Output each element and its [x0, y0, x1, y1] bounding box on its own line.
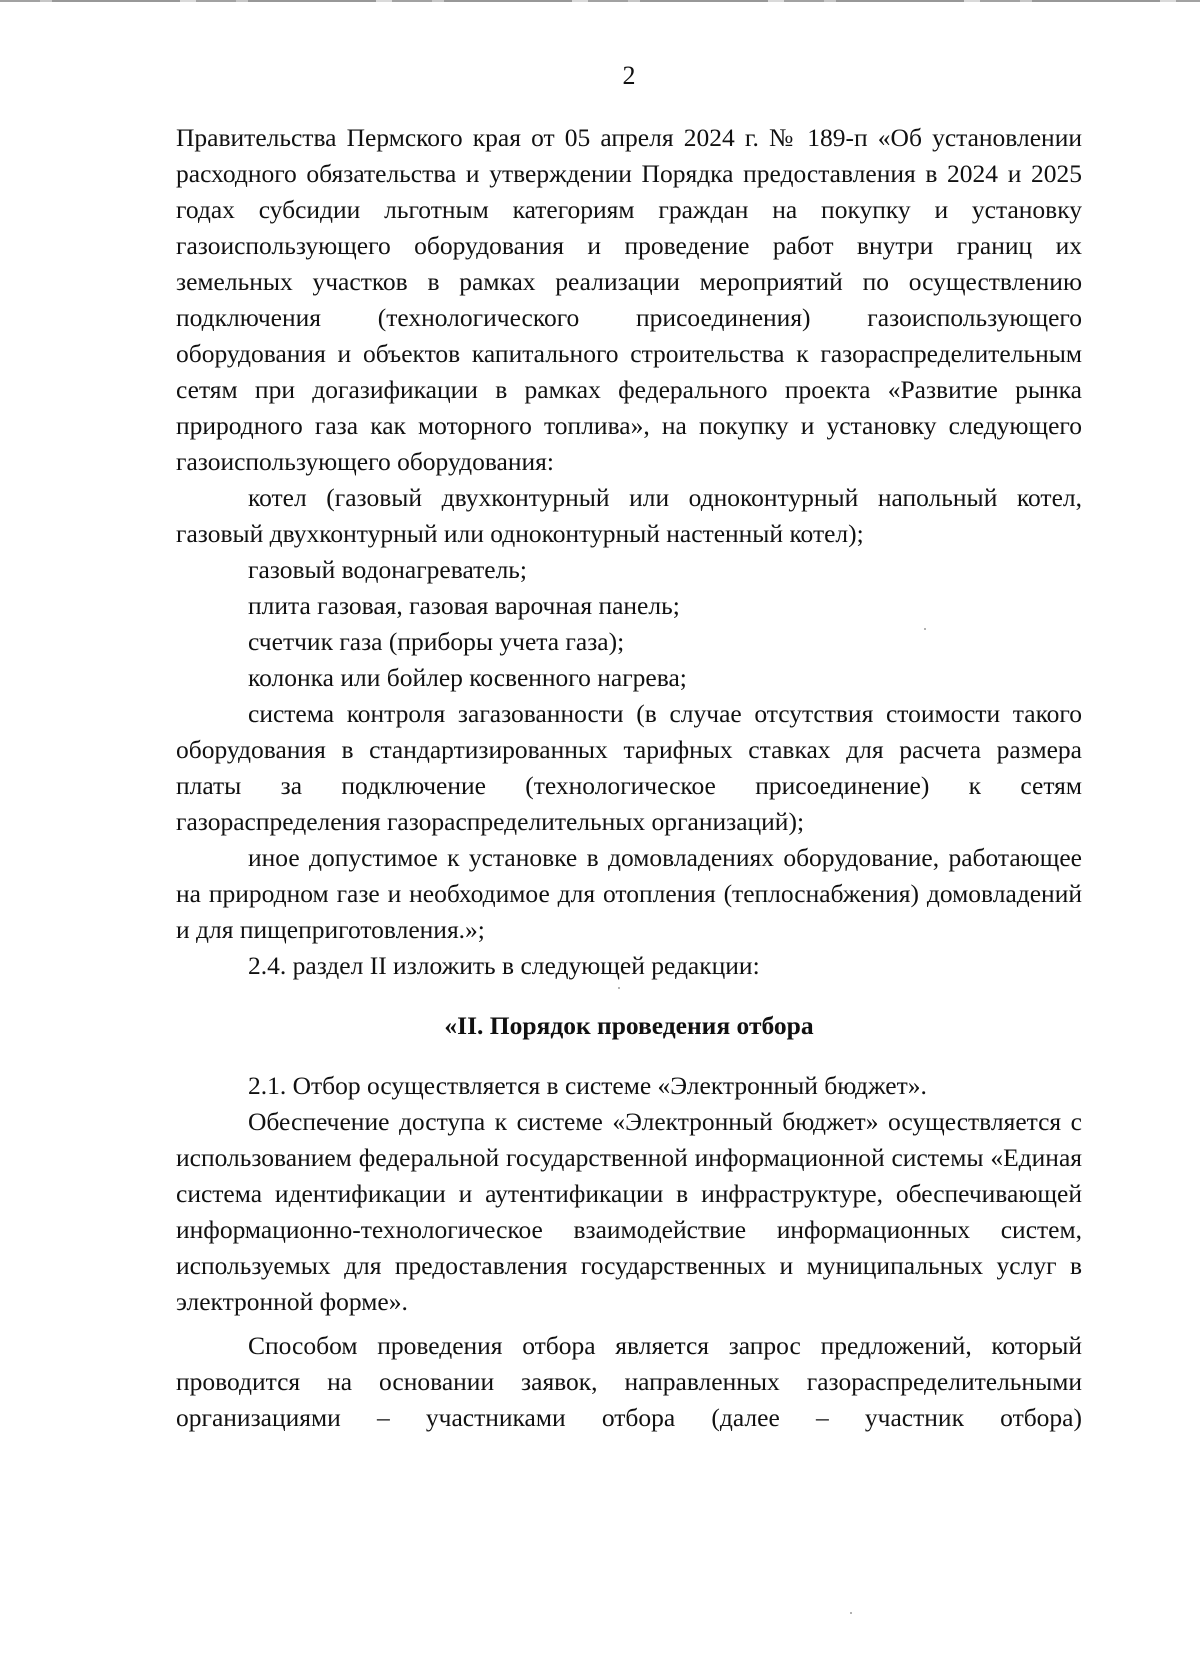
scan-speck: [618, 987, 620, 989]
paragraph-intro: Правительства Пермского края от 05 апреля 2024 г. № 189-п «Об установлении расходного обязательства и утверждении Порядка предоставления в 2024 и 2025 годах субсидии льготным категориям граждан на покупку и установку газоиспользующего оборудования и проведение работ внутри границ их земельных участков в рамках реализации мероприятий по осуществлению подключения (технологического присоединения) газоиспользующего оборудования и объектов капитального строительства к газораспределительным сетям при догазификации в рамках федерального проекта «Развитие рынка природного газа как моторного топлива», на покупку и установку следующего газоиспользующего оборудования:: [176, 123, 1082, 476]
clause-2-1: 2.1. Отбор осуществляется в системе «Электронный бюджет».: [248, 1071, 927, 1100]
list-item-column: колонка или бойлер косвенного нагрева;: [248, 663, 687, 692]
list-item-water-heater: газовый водонагреватель;: [248, 555, 528, 584]
scan-speck: [850, 1612, 852, 1614]
clause-2-4: 2.4. раздел II изложить в следующей редакции:: [248, 951, 760, 980]
scan-speck: [924, 628, 926, 630]
list-item-gas-control: система контроля загазованности (в случае отсутствия стоимости такого оборудования в стандартизированных тарифных ставках для расчета размера платы за подключение (технологическое присоединение) к сетям газораспределения газораспределительных организаций);: [176, 699, 1082, 836]
paragraph-access: Обеспечение доступа к системе «Электронный бюджет» осуществляется с использованием федеральной государственной информационной системы «Единая система идентификации и аутентификации в инфраструктуре, обеспечивающей информационно-технологическое взаимодействие информационных систем, используемых для предоставления государственных и муниципальных услуг в электронной форме».: [176, 1107, 1082, 1316]
page-number: 2: [622, 61, 636, 90]
list-item-boiler: котел (газовый двухконтурный или одноконтурный напольный котел, газовый двухконтурный или одноконтурный настенный котел);: [176, 483, 1082, 548]
paragraph-selection-method: Способом проведения отбора является запрос предложений, который проводится на основании заявок, направленных газораспределительными организациями – участниками отбора (далее – участник отбора): [176, 1331, 1082, 1432]
list-item-stove: плита газовая, газовая варочная панель;: [248, 591, 680, 620]
list-item-gas-meter: счетчик газа (приборы учета газа);: [248, 627, 625, 656]
list-item-other-equipment: иное допустимое к установке в домовладениях оборудование, работающее на природном газе и необходимое для отопления (теплоснабжения) домовладений и для пищеприготовления.»;: [176, 843, 1082, 944]
scan-top-edge: [0, 0, 1200, 2]
section-heading: «II. Порядок проведения отбора: [444, 1011, 814, 1040]
document-body: [176, 120, 1082, 1436]
